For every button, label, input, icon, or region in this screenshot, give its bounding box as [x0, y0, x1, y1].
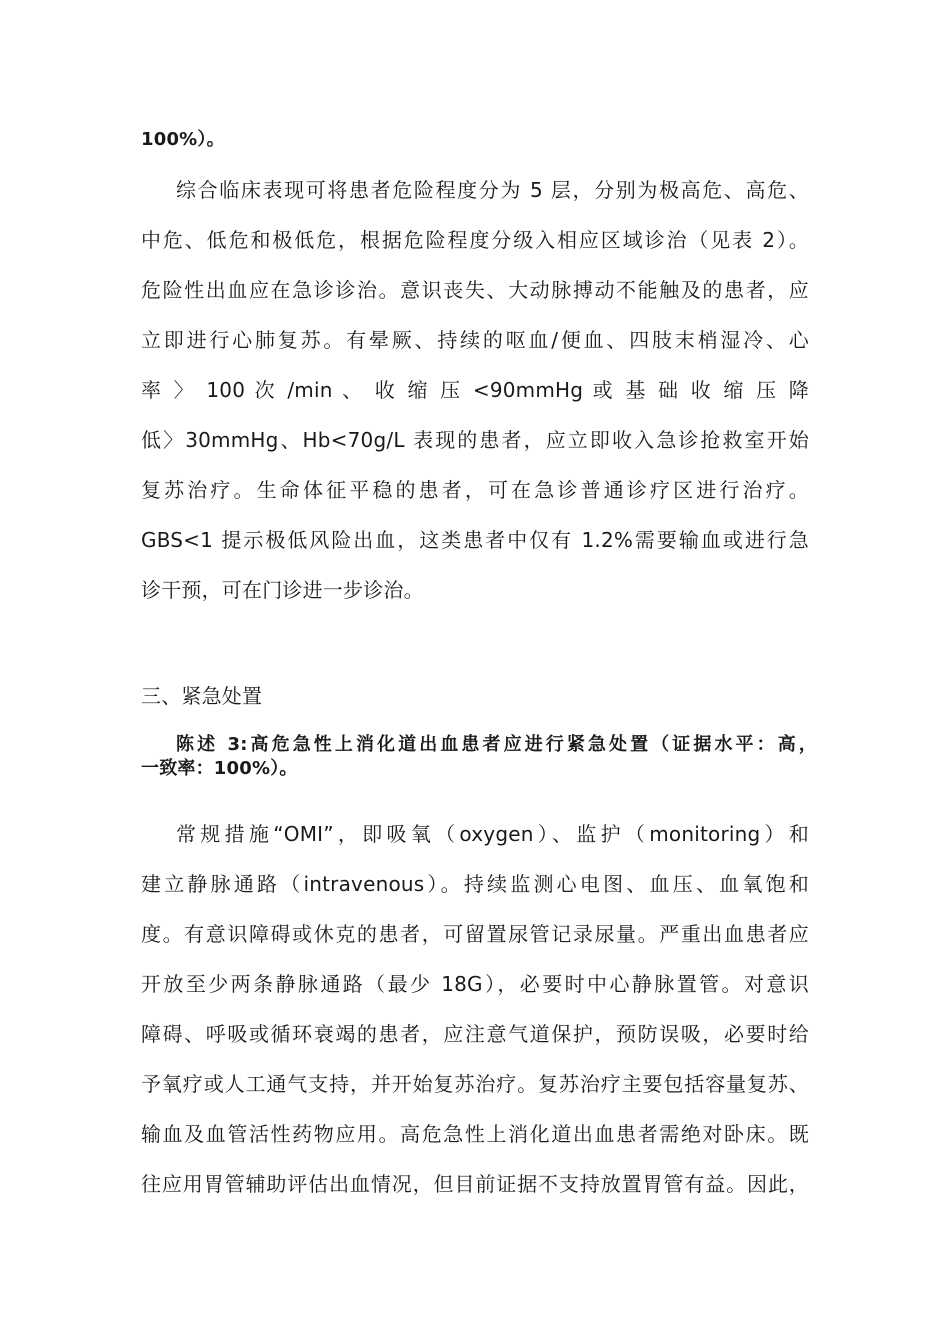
- text-line: 复苏治疗。生命体征平稳的患者，可在急诊普通诊疗区进行治疗。: [141, 478, 809, 502]
- paragraph-first-line: 常规措施“OMI”，即吸氧（oxygen）、监护（monitoring）和: [176, 822, 809, 846]
- text-line: 中危、低危和极低危，根据危险程度分级入相应区域诊治（见表 2）。: [141, 228, 809, 252]
- text-line: 度。有意识障碍或休克的患者，可留置尿管记录尿量。严重出血患者应: [141, 922, 809, 946]
- section-heading: 三、紧急处置: [141, 684, 263, 708]
- text-line: 100%）。: [141, 129, 225, 150]
- text-line: 建立静脉通路（intravenous）。持续监测心电图、血压、血氧饱和: [141, 872, 809, 896]
- text-line: 诊干预，可在门诊进一步诊治。: [141, 578, 424, 602]
- text-line: 危险性出血应在急诊诊治。意识丧失、大动脉搏动不能触及的患者，应: [141, 278, 809, 302]
- text-line: 往应用胃管辅助评估出血情况，但目前证据不支持放置胃管有益。因此，: [141, 1172, 809, 1196]
- text-line: 立即进行心肺复苏。有晕厥、持续的呕血/便血、四肢末梢湿冷、心: [141, 328, 809, 352]
- text-line: 低〉30mmHg、Hb<70g/L 表现的患者，应立即收入急诊抢救室开始: [141, 428, 809, 452]
- text-line: 开放至少两条静脉通路（最少 18G），必要时中心静脉置管。对意识: [141, 972, 809, 996]
- text-line: 障碍、呼吸或循环衰竭的患者，应注意气道保护，预防误吸，必要时给: [141, 1022, 809, 1046]
- text-line: 输血及血管活性药物应用。高危急性上消化道出血患者需绝对卧床。既: [141, 1122, 809, 1146]
- statement-line: 陈述 3:高危急性上消化道出血患者应进行紧急处置（证据水平：高，: [176, 734, 817, 755]
- statement-line: 一致率：100%）。: [141, 758, 298, 779]
- text-line: GBS<1 提示极低风险出血，这类患者中仅有 1.2%需要输血或进行急: [141, 528, 809, 552]
- text-line: 率 〉 100 次 /min 、 收 缩 压 <90mmHg 或 基 础 收 缩 压 降: [141, 378, 809, 402]
- text-line: 予氧疗或人工通气支持，并开始复苏治疗。复苏治疗主要包括容量复苏、: [141, 1072, 809, 1096]
- paragraph-first-line: 综合临床表现可将患者危险程度分为 5 层，分别为极高危、高危、: [176, 178, 809, 202]
